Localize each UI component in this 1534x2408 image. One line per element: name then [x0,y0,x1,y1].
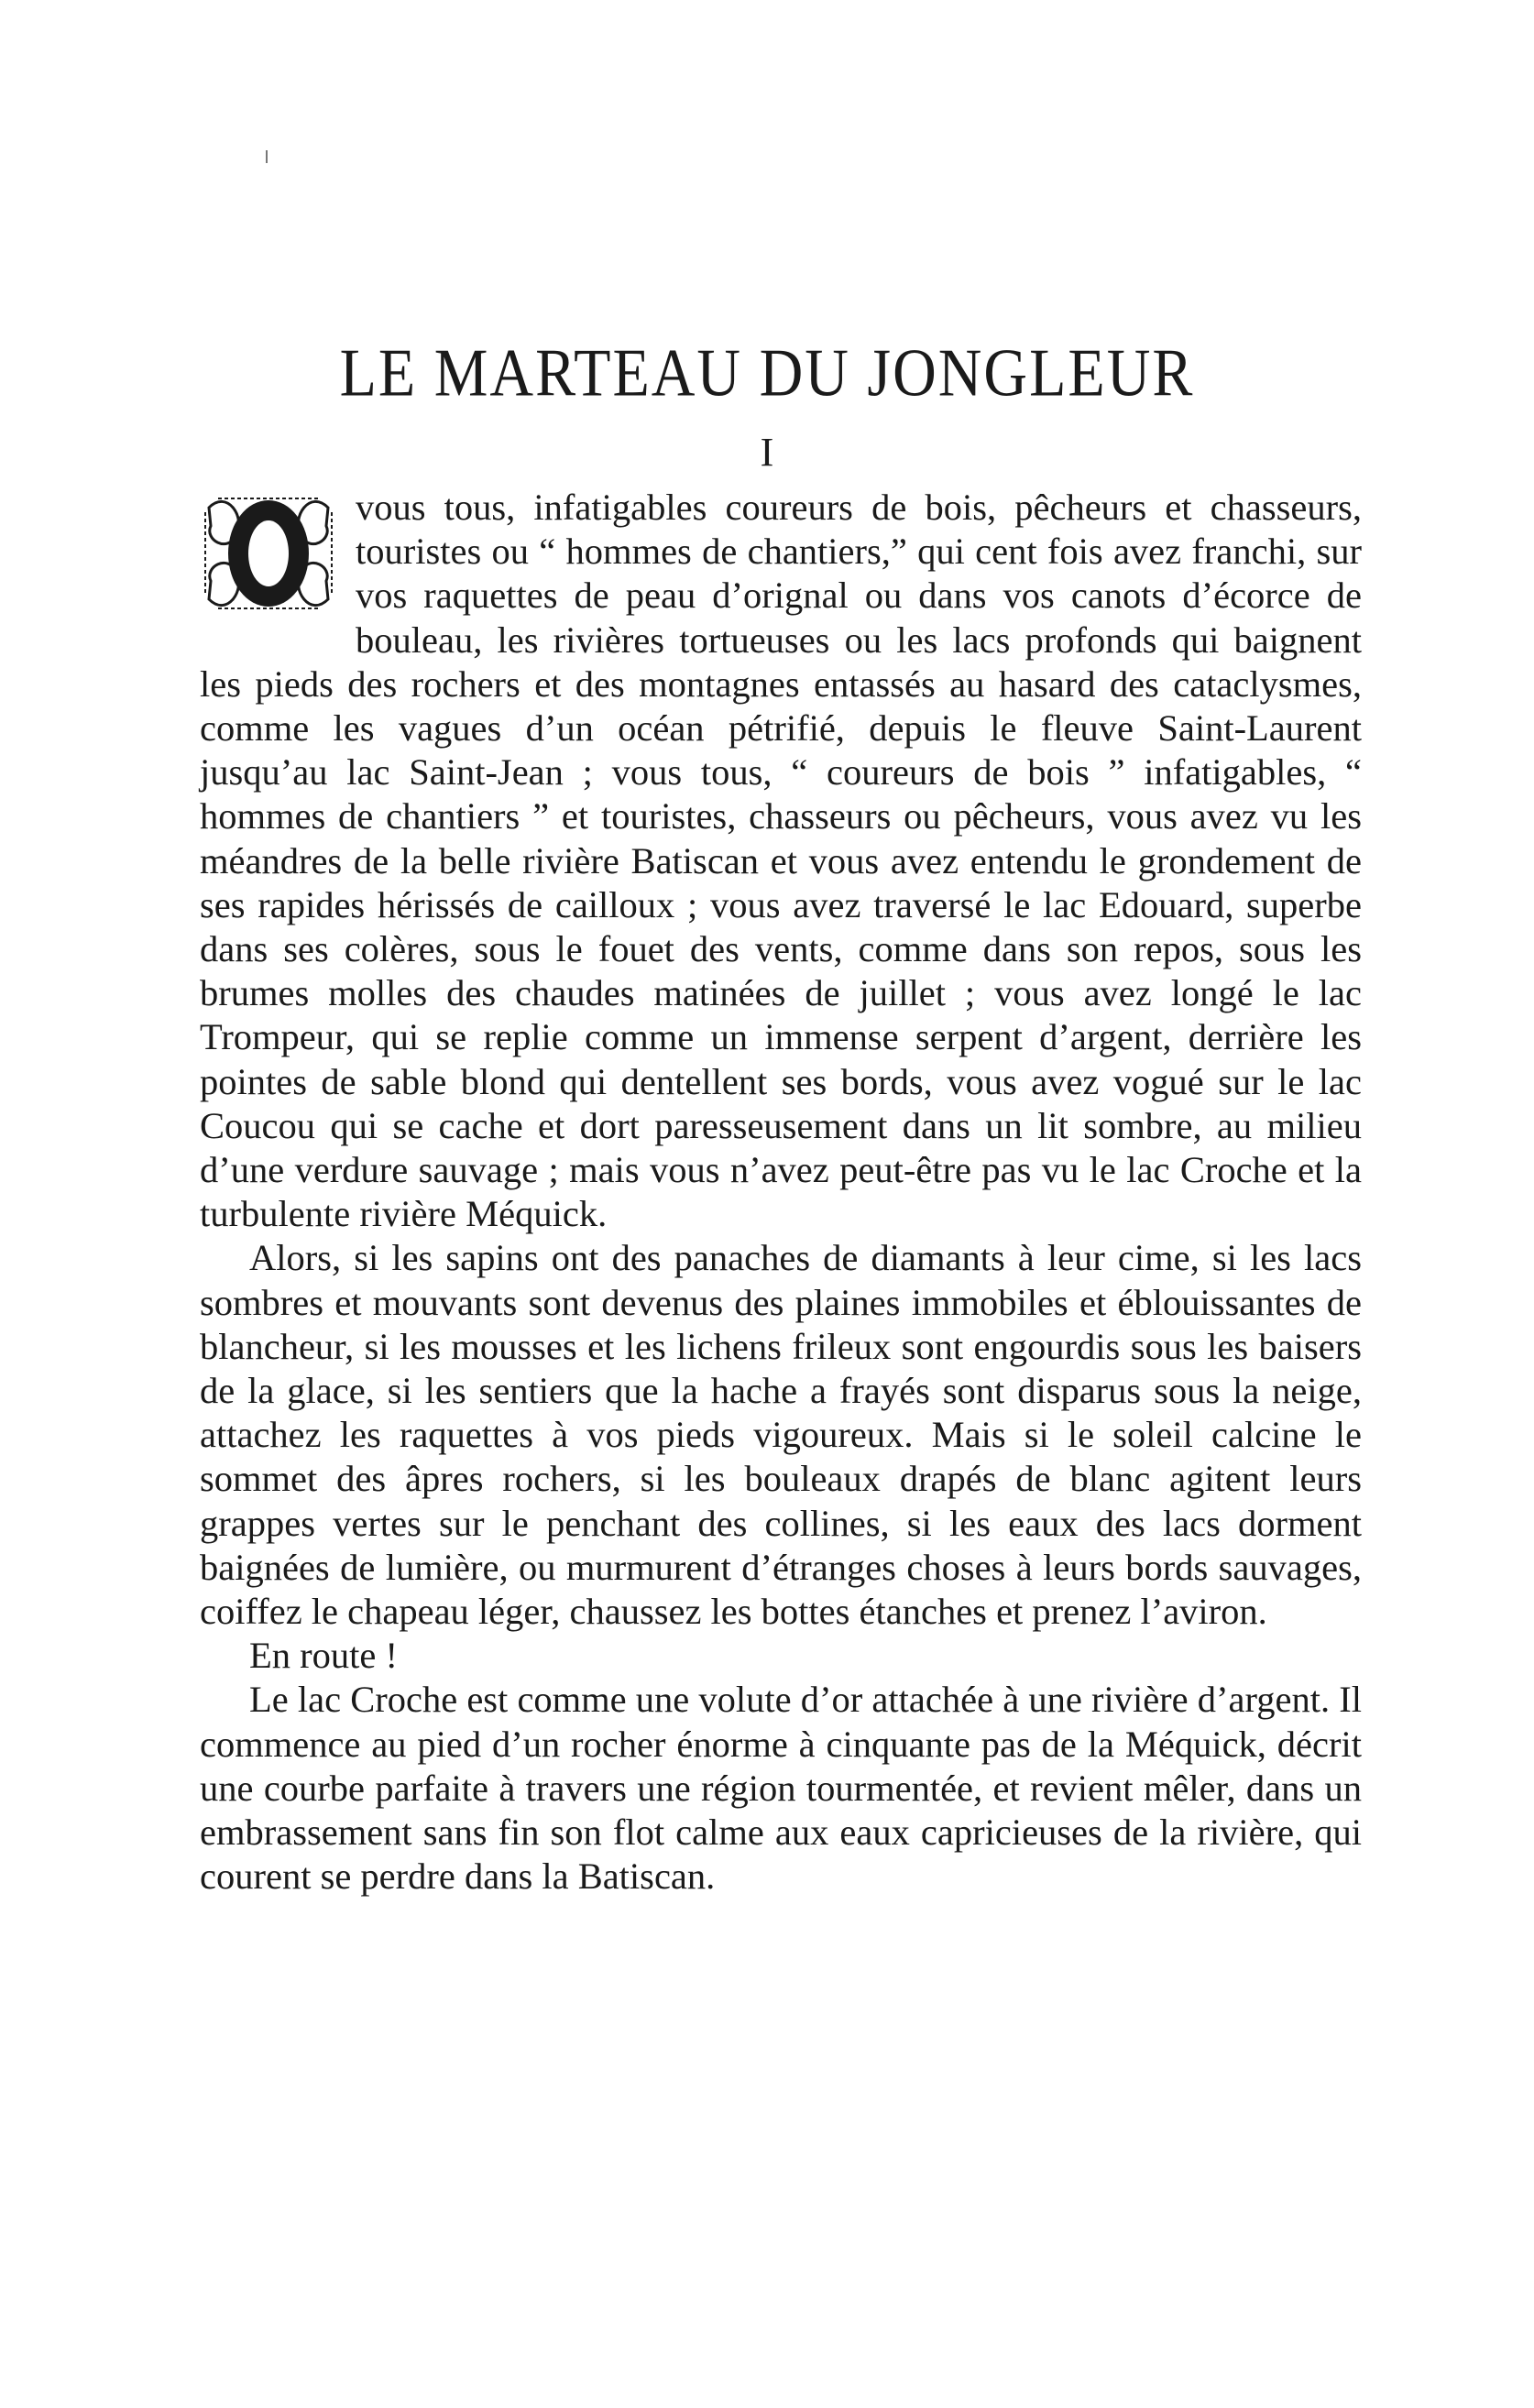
paragraph: En route ! [249,1635,398,1677]
ornament-icon [200,489,337,618]
paragraph: Le lac Croche est comme une volute d’or attachée à une rivière d’argent. Il commence au pied d’un rocher énorme à cinquante pas de la Méquick, décrit une courbe parfaite à travers une région tourmentée, et revient mêler, dans un embrassement sans fin son flot calme aux eaux capricieuses de la rivière, qui courent se perdre dans la Batiscan. [200,1679,1362,1898]
chapter-title: LE MARTEAU DU JONGLEUR [339,335,1195,411]
ornamental-dropcap [200,489,337,618]
section-number: I [760,430,774,475]
paragraph: vous tous, infatigables coureurs de bois, pêcheurs et chasseurs, touristes ou “ hommes de chantiers,” qui cent fois avez franchi, sur vos raquettes de peau d’orignal ou dans vos canots d’écorce de bouleau, les rivières tortueuses ou les lacs profonds qui baignent les pieds des rochers et des montagnes entassés au hasard des cataclysmes, comme les vagues d’un océan pétrifié, depuis le fleuve Saint-Laurent jusqu’au lac Saint-Jean ; vous tous, “ coureurs de bois ” infatigables, “ hommes de chantiers ” et touristes, chasseurs ou pêcheurs, vous avez vu les méandres de la belle rivière Batiscan et vous avez entendu le grondement de ses rapides hérissés de cailloux ; vous avez traversé le lac Edouard, superbe dans ses colères, sous le fouet des vents, comme dans son repos, sous les brumes molles des chaudes matinées de juillet ; vous avez longé le lac Trompeur, qui se replie comme un immense serpent d’argent, derrière les pointes de sable blond qui dentellent ses bords, vous avez vogué sur le lac Coucou qui se cache et dort paresseusement dans un lit sombre, au milieu d’une verdure sauvage ; mais vous n’avez peut-être pas vu le lac Croche et la turbulente rivière Méquick. [200,487,1362,1235]
paragraph: Alors, si les sapins ont des panaches de diamants à leur cime, si les lacs sombres et mouvants sont devenus des plaines immobiles et éblouissantes de blancheur, si les mousses et les lichens frileux sont engourdis sous les baisers de la glace, si les sentiers que la hache a frayés sont disparus sous la neige, attachez les raquettes à vos pieds vigoureux. Mais si le soleil calcine le sommet des âpres rochers, si les bouleaux drapés de blanc agitent leurs grappes vertes sur le penchant des collines, si les eaux des lacs dorment baignées de lumière, ou murmurent d’étranges choses à leurs bords sauvages, coiffez le chapeau léger, chaussez les bottes étanches et prenez l’aviron. [200,1237,1362,1633]
body-text [200,486,1362,1899]
stray-ink-mark [266,150,268,163]
